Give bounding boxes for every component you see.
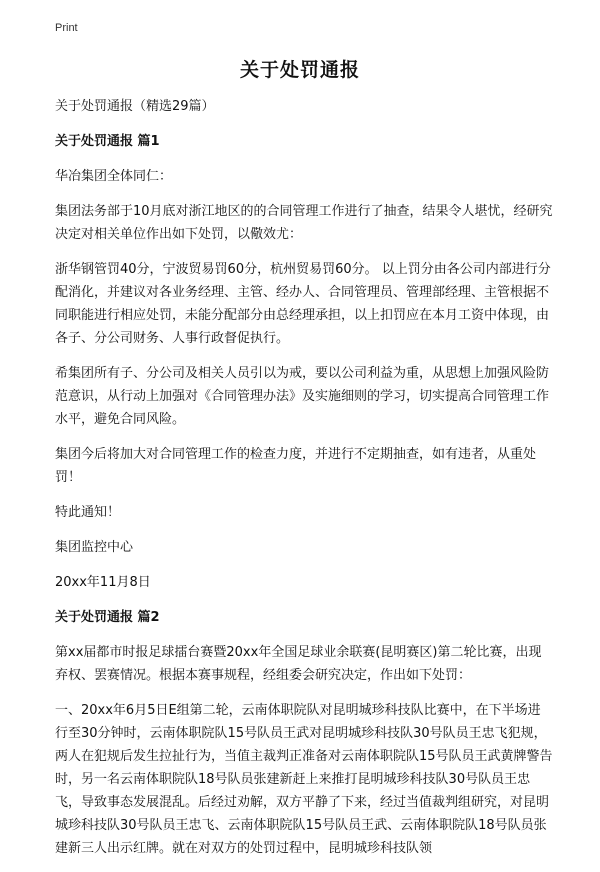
document-subtitle: 关于处罚通报（精选29篇） — [55, 99, 215, 114]
greeting: 华冶集团全体同仁： — [55, 169, 173, 184]
paragraph-match-details: 一、20xx年6月5日E组第二轮，云南体职院队对昆明城珍科技队比赛中，在下半场进行至30分钟时，云南体职院队15号队员王武对昆明城珍科技队30号队员王忠飞犯规，两人在犯规后发生拉扯行为，当值主裁判正准备对云南体职院队15号队员王武黄牌警告时，另一名云南体职院队18号队员张建新赶上来推打昆明城珍科技队30号队员王忠飞，导致事态发展混乱。后经过劝解，双方平静了下来，经过当值裁判组研究，对昆明城珍科技队30号队员王忠飞、云南体职院队15号队员王武、云南体职院队18号队员张建新三人出示红牌。就在对双方的处罚过程中，昆明城珍科技队领 — [55, 703, 553, 856]
section-heading-2: 关于处罚通报 篇2 — [55, 610, 160, 625]
print-link[interactable]: Print — [55, 22, 78, 34]
signature: 集团监控中心 — [55, 540, 134, 555]
paragraph-future-checks: 集团今后将加大对合同管理工作的检查力度，并进行不定期抽查，如有违者，从重处罚！ — [55, 447, 537, 485]
paragraph-audit: 集团法务部于10月底对浙江地区的的合同管理工作进行了抽查，结果令人堪忧，经研究决定对相关单位作出如下处罚，以儆效尤： — [55, 204, 553, 242]
paragraph-warning: 希集团所有子、分公司及相关人员引以为戒，要以公司利益为重，从思想上加强风险防范意识，从行动上加强对《合同管理办法》及实施细则的学习，切实提高合同管理工作水平，避免合同风险。 — [55, 366, 550, 427]
paragraph-penalties: 浙华钢管罚40分，宁波贸易罚60分，杭州贸易罚60分。 以上罚分由各公司内部进行分配消化，并建议对各业务经理、主管、经办人、合同管理员、管理部经理、主管根据不同职能进行相应处罚，未能分配部分由总经理承担，以上扣罚应在本月工资中体现，由各子、分公司财务、人事行政督促执行。 — [55, 262, 551, 346]
notice-line: 特此通知！ — [55, 505, 121, 520]
page-title: 关于处罚通报 — [239, 59, 360, 81]
date-line: 20xx年11月8日 — [55, 575, 151, 590]
section-heading-1: 关于处罚通报 篇1 — [55, 134, 160, 149]
paragraph-match-intro: 第xx届都市时报足球擂台赛暨20xx年全国足球业余联赛(昆明赛区)第二轮比赛，出现弃权、罢赛情况。根据本赛事规程，经组委会研究决定，作出如下处罚： — [55, 645, 542, 683]
document-body — [55, 95, 553, 872]
